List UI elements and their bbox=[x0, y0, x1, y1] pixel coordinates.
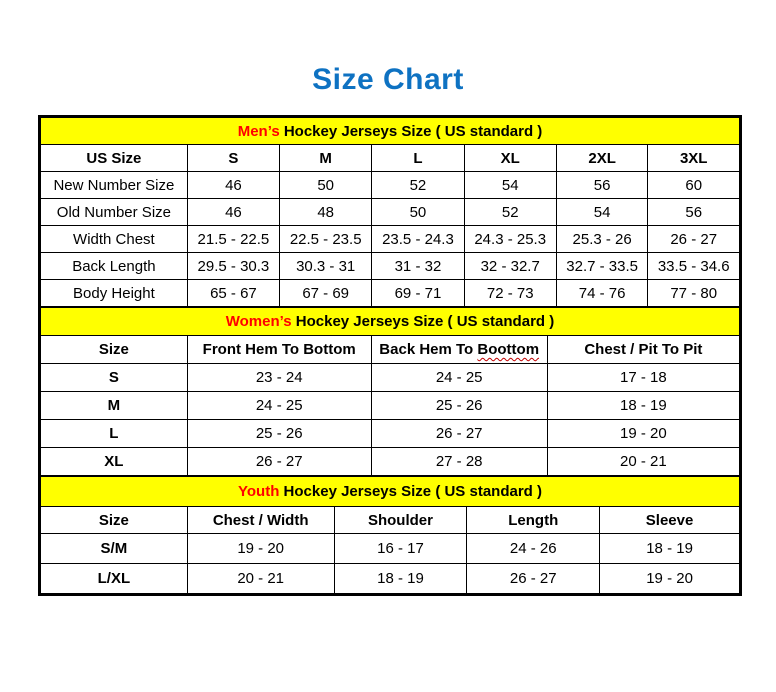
size-value: 24 - 26 bbox=[467, 534, 600, 564]
womens-row-label: S bbox=[41, 364, 188, 392]
size-value: 20 - 21 bbox=[547, 448, 739, 476]
youth-banner-highlight: Youth bbox=[238, 483, 280, 500]
size-value: 52 bbox=[464, 199, 556, 226]
size-value: 46 bbox=[187, 199, 279, 226]
size-value: 20 - 21 bbox=[187, 564, 334, 594]
size-value: 25 - 26 bbox=[371, 392, 547, 420]
size-value: 25.3 - 26 bbox=[556, 226, 648, 253]
mens-table-row-3 bbox=[41, 253, 740, 280]
size-value: 69 - 71 bbox=[372, 280, 464, 307]
womens-header-row bbox=[41, 336, 740, 364]
size-value: 54 bbox=[556, 199, 648, 226]
size-value: 16 - 17 bbox=[334, 534, 467, 564]
womens-table-row-3 bbox=[41, 448, 740, 476]
size-value: 50 bbox=[280, 172, 372, 199]
size-value: 26 - 27 bbox=[648, 226, 740, 253]
mens-table-row-0 bbox=[41, 172, 740, 199]
mens-row-label: Old Number Size bbox=[41, 199, 188, 226]
womens-row-label: L bbox=[41, 420, 188, 448]
mens-column-header-0: US Size bbox=[41, 145, 188, 172]
size-value: 74 - 76 bbox=[556, 280, 648, 307]
size-value: 48 bbox=[280, 199, 372, 226]
youth-column-header-1: Chest / Width bbox=[187, 507, 334, 534]
mens-size-table bbox=[40, 117, 740, 307]
mens-column-header-4: XL bbox=[464, 145, 556, 172]
womens-column-header-1: Front Hem To Bottom bbox=[187, 336, 371, 364]
size-value: 24 - 25 bbox=[187, 392, 371, 420]
size-value: 54 bbox=[464, 172, 556, 199]
womens-size-table bbox=[40, 307, 740, 476]
size-value: 33.5 - 34.6 bbox=[648, 253, 740, 280]
size-value: 52 bbox=[372, 172, 464, 199]
youth-row-label: S/M bbox=[41, 534, 188, 564]
mens-column-header-1: S bbox=[187, 145, 279, 172]
womens-column-header-0: Size bbox=[41, 336, 188, 364]
size-value: 56 bbox=[556, 172, 648, 199]
size-value: 22.5 - 23.5 bbox=[280, 226, 372, 253]
size-value: 50 bbox=[372, 199, 464, 226]
youth-table-row-0 bbox=[41, 534, 740, 564]
size-value: 18 - 19 bbox=[334, 564, 467, 594]
page-title: Size Chart bbox=[312, 63, 464, 96]
youth-column-header-4: Sleeve bbox=[600, 507, 740, 534]
youth-column-header-0: Size bbox=[41, 507, 188, 534]
mens-banner-highlight: Men’s bbox=[237, 122, 280, 140]
mens-table-row-4 bbox=[41, 280, 740, 307]
mens-column-header-5: 2XL bbox=[556, 145, 648, 172]
youth-row-label: L/XL bbox=[41, 564, 188, 594]
size-value: 65 - 67 bbox=[187, 280, 279, 307]
mens-row-label: Back Length bbox=[41, 253, 188, 280]
youth-banner: Youth Hockey Jerseys Size ( US standard ) bbox=[41, 477, 740, 507]
youth-column-header-3: Length bbox=[467, 507, 600, 534]
size-value: 25 - 26 bbox=[187, 420, 371, 448]
mens-table-row-1 bbox=[41, 199, 740, 226]
size-value: 18 - 19 bbox=[600, 534, 740, 564]
size-value: 21.5 - 22.5 bbox=[187, 226, 279, 253]
mens-row-label: Width Chest bbox=[41, 226, 188, 253]
size-value: 72 - 73 bbox=[464, 280, 556, 307]
womens-column-header-2: Back Hem To Boottom bbox=[371, 336, 547, 364]
size-value: 23.5 - 24.3 bbox=[372, 226, 464, 253]
mens-column-header-2: M bbox=[280, 145, 372, 172]
mens-header-row bbox=[41, 145, 740, 172]
size-value: 19 - 20 bbox=[547, 420, 739, 448]
youth-header-row bbox=[41, 507, 740, 534]
mens-banner: Men’s Hockey Jerseys Size ( US standard ) bbox=[41, 118, 740, 145]
size-value: 26 - 27 bbox=[187, 448, 371, 476]
youth-column-header-2: Shoulder bbox=[334, 507, 467, 534]
size-value: 46 bbox=[187, 172, 279, 199]
size-value: 24 - 25 bbox=[371, 364, 547, 392]
womens-table-row-2 bbox=[41, 420, 740, 448]
size-value: 60 bbox=[648, 172, 740, 199]
size-value: 19 - 20 bbox=[187, 534, 334, 564]
size-chart bbox=[38, 115, 742, 596]
womens-banner: Women’s Hockey Jerseys Size ( US standard ) bbox=[41, 308, 740, 336]
youth-size-table bbox=[40, 476, 740, 594]
womens-column-header-3: Chest / Pit To Pit bbox=[547, 336, 739, 364]
size-value: 31 - 32 bbox=[372, 253, 464, 280]
mens-row-label: New Number Size bbox=[41, 172, 188, 199]
size-value: 29.5 - 30.3 bbox=[187, 253, 279, 280]
size-value: 77 - 80 bbox=[648, 280, 740, 307]
size-value: 30.3 - 31 bbox=[280, 253, 372, 280]
mens-table-row-2 bbox=[41, 226, 740, 253]
size-value: 56 bbox=[648, 199, 740, 226]
womens-table-row-0 bbox=[41, 364, 740, 392]
size-value: 17 - 18 bbox=[547, 364, 739, 392]
womens-banner-highlight: Women’s bbox=[225, 313, 292, 330]
mens-column-header-6: 3XL bbox=[648, 145, 740, 172]
size-value: 27 - 28 bbox=[371, 448, 547, 476]
size-value: 67 - 69 bbox=[280, 280, 372, 307]
youth-table-row-1 bbox=[41, 564, 740, 594]
mens-row-label: Body Height bbox=[41, 280, 188, 307]
womens-row-label: XL bbox=[41, 448, 188, 476]
womens-table-row-1 bbox=[41, 392, 740, 420]
size-value: 18 - 19 bbox=[547, 392, 739, 420]
misspelled-word: Boottom bbox=[477, 341, 540, 358]
size-value: 32 - 32.7 bbox=[464, 253, 556, 280]
size-value: 26 - 27 bbox=[371, 420, 547, 448]
mens-column-header-3: L bbox=[372, 145, 464, 172]
size-value: 32.7 - 33.5 bbox=[556, 253, 648, 280]
womens-row-label: M bbox=[41, 392, 188, 420]
size-value: 26 - 27 bbox=[467, 564, 600, 594]
size-value: 19 - 20 bbox=[600, 564, 740, 594]
size-value: 24.3 - 25.3 bbox=[464, 226, 556, 253]
size-value: 23 - 24 bbox=[187, 364, 371, 392]
